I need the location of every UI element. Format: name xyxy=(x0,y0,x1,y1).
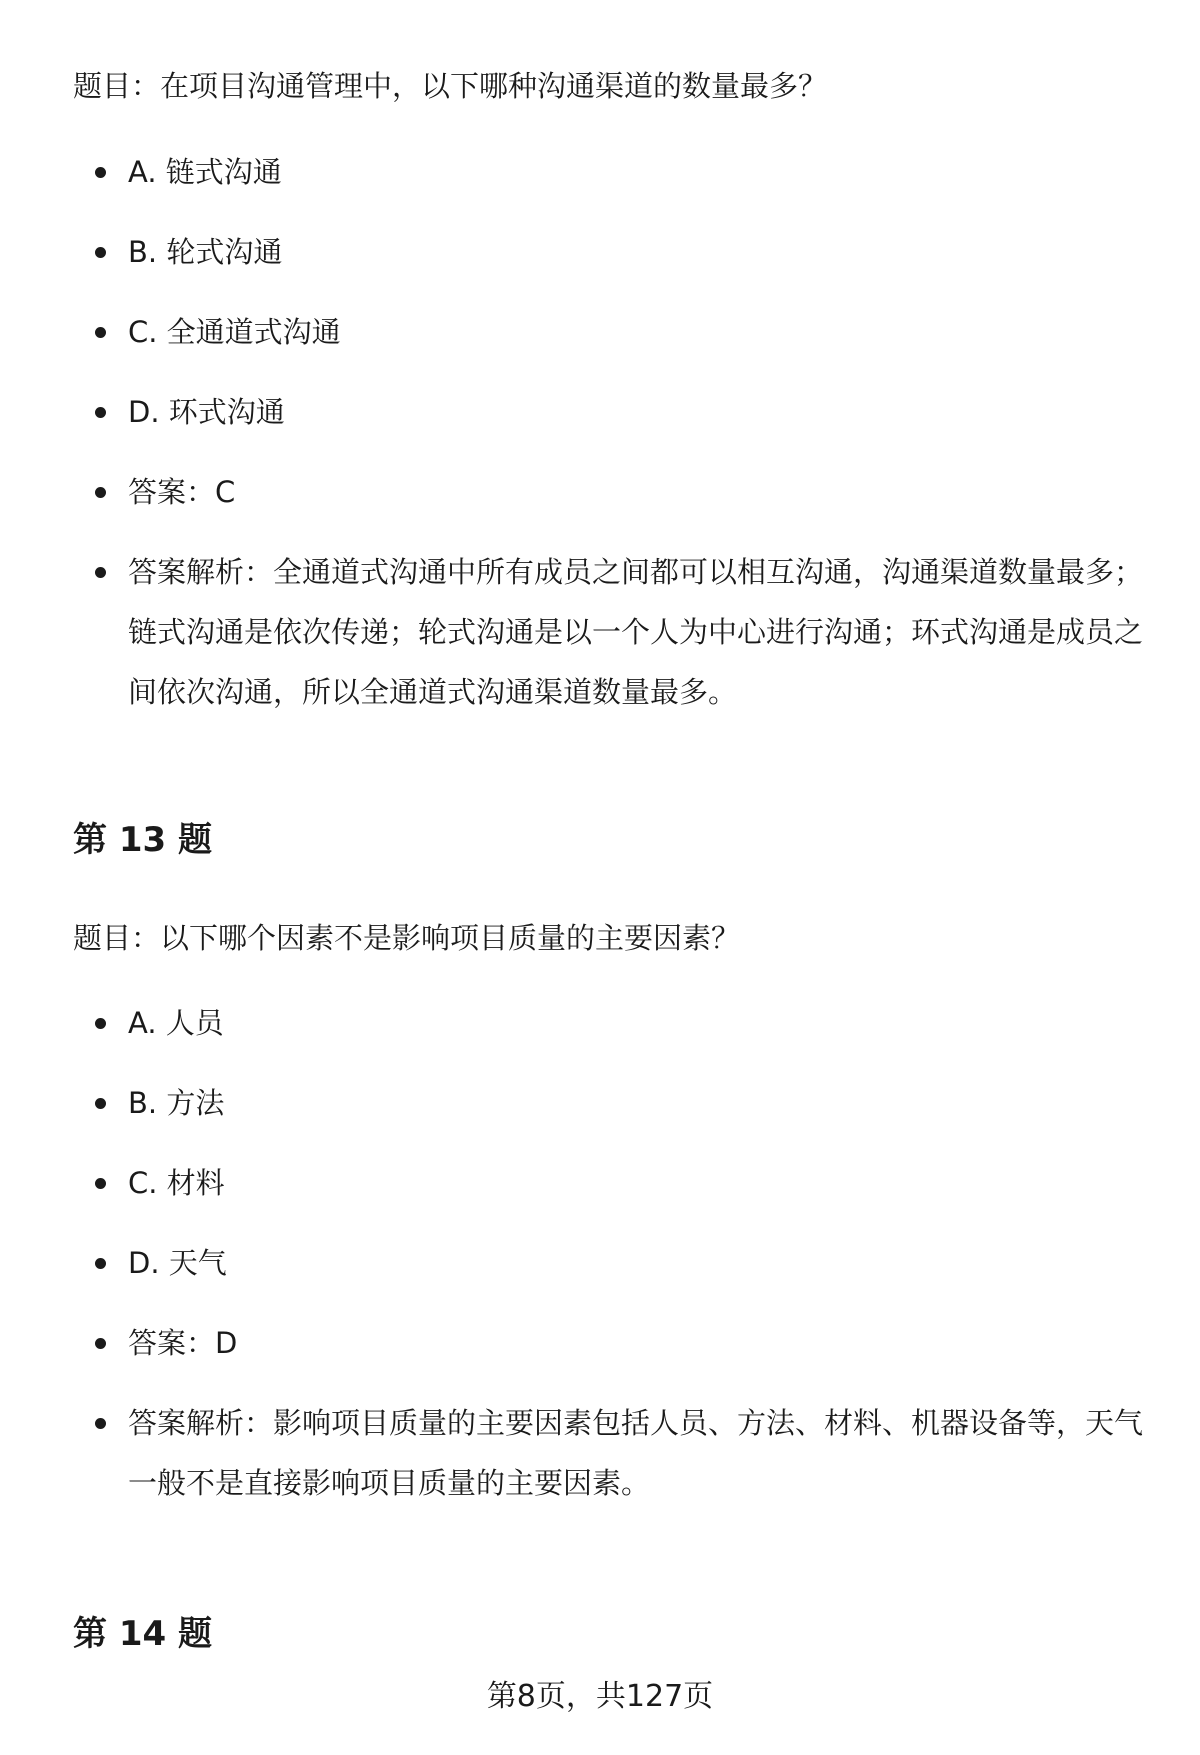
bullet-dot xyxy=(95,327,106,338)
option-c xyxy=(95,302,1145,362)
answer-text: 答案：D xyxy=(128,1326,238,1360)
page-footer: 第8页，共127页 xyxy=(486,1679,714,1714)
option-text: C. 全通道式沟通 xyxy=(128,315,341,349)
question-heading: 第 14 题 xyxy=(73,1614,212,1654)
bullet-dot xyxy=(95,167,106,178)
answer-item xyxy=(95,462,1145,522)
option-b xyxy=(95,1073,1145,1133)
option-text: A. 人员 xyxy=(128,1006,224,1040)
option-c xyxy=(95,1153,1145,1213)
option-text: B. 方法 xyxy=(128,1086,225,1120)
question-text: 题目：以下哪个因素不是影响项目质量的主要因素？ xyxy=(73,921,741,955)
bullet-dot xyxy=(95,487,106,498)
bullet-dot xyxy=(95,1178,106,1189)
answer-item xyxy=(95,1313,1145,1373)
explanation-item xyxy=(95,542,1145,722)
option-d xyxy=(95,1233,1145,1293)
bullet-dot xyxy=(95,1018,106,1029)
bullet-dot xyxy=(95,1418,106,1429)
option-text: D. 天气 xyxy=(128,1246,227,1280)
explanation-text: 答案解析：影响项目质量的主要因素包括人员、方法、材料、机器设备等，天气一般不是直接影响项目质量的主要因素。 xyxy=(128,1406,1144,1500)
bullet-dot xyxy=(95,247,106,258)
option-text: A. 链式沟通 xyxy=(128,155,282,189)
question-text: 题目：在项目沟通管理中，以下哪种沟通渠道的数量最多？ xyxy=(73,69,828,103)
bullet-dot xyxy=(95,1098,106,1109)
option-text: D. 环式沟通 xyxy=(128,395,285,429)
option-d xyxy=(95,382,1145,442)
bullet-dot xyxy=(95,1338,106,1349)
bullet-dot xyxy=(95,407,106,418)
option-text: C. 材料 xyxy=(128,1166,225,1200)
option-a xyxy=(95,993,1145,1053)
bullet-dot xyxy=(95,1258,106,1269)
option-text: B. 轮式沟通 xyxy=(128,235,283,269)
explanation-item xyxy=(95,1393,1145,1513)
question-heading: 第 13 题 xyxy=(73,820,212,860)
bullet-dot xyxy=(95,567,106,578)
option-b xyxy=(95,222,1145,282)
explanation-text: 答案解析：全通道式沟通中所有成员之间都可以相互沟通，沟通渠道数量最多；链式沟通是依次传递；轮式沟通是以一个人为中心进行沟通；环式沟通是成员之间依次沟通，所以全通道式沟通渠道数量最多。 xyxy=(128,555,1144,709)
answer-text: 答案：C xyxy=(128,475,236,509)
option-a xyxy=(95,142,1145,202)
